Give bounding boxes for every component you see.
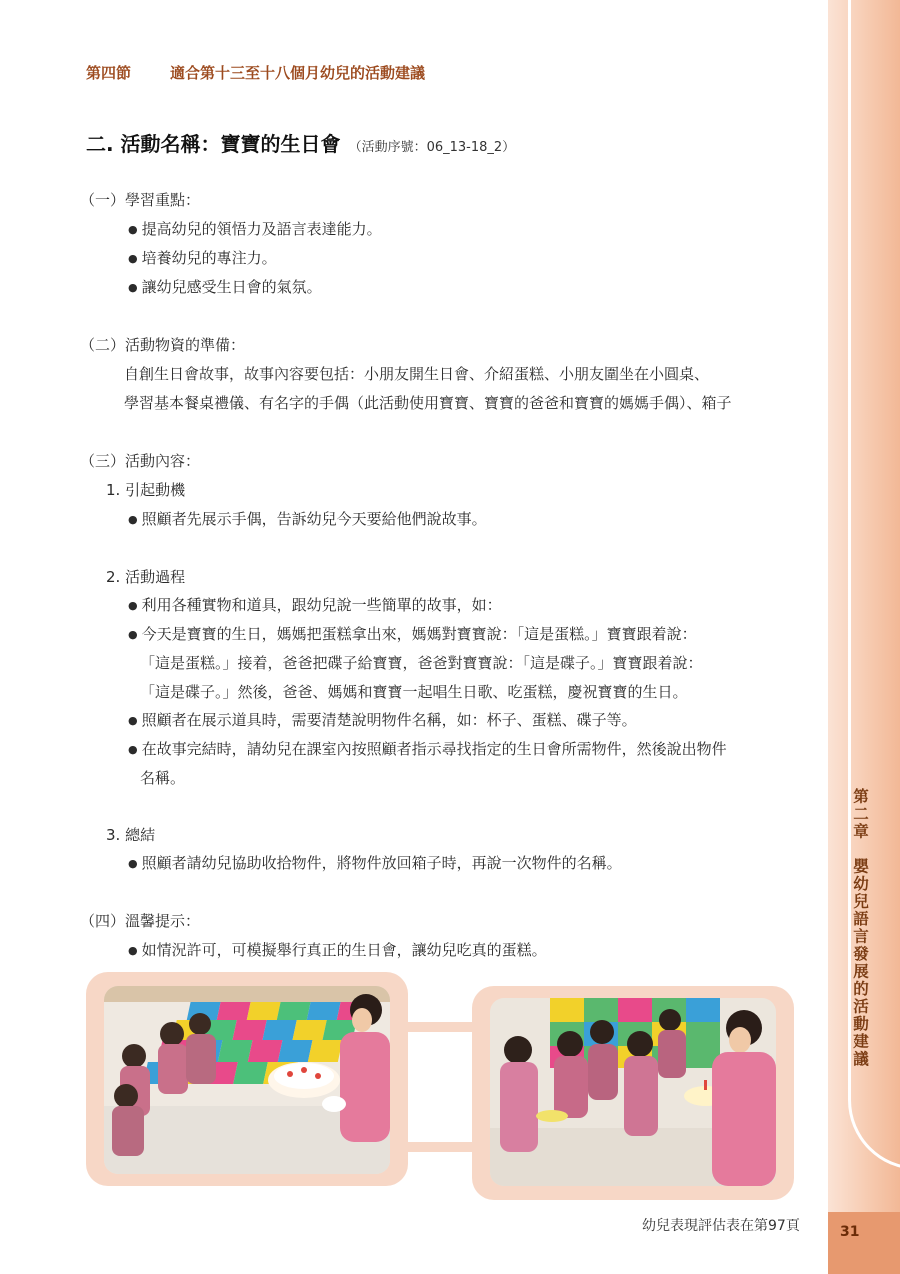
s3-part1-title: 1. 引起動機 [106,481,186,499]
activity-code: （活動序號：06_13-18_2） [348,140,516,155]
photo-left [104,986,390,1174]
page-number-box [828,1212,900,1274]
photo-right [490,998,776,1186]
activity-title [86,128,515,157]
section-header [86,62,425,83]
s3-part2-bullet-2-line-2: 「這是蛋糕。」接着，爸爸把碟子給寶寶，爸爸對寶寶說：「這是碟子。」寶寶跟着說： [140,654,703,672]
footer-note: 幼兒表現評估表在第97頁 [642,1218,800,1234]
s1-item-2: ● 培養幼兒的專注力。 [128,247,277,268]
s2-line-2: 學習基本餐桌禮儀、有名字的手偶（此活動使用寶寶、寶寶的爸爸和寶寶的媽媽手偶）、箱子 [124,394,732,412]
s4-heading: （四）溫馨提示： [80,912,201,930]
section-number: 第四節 [86,64,132,82]
photo-connector-bottom [404,1142,476,1152]
s3-part2-bullet-2-line-3: 「這是碟子。」然後，爸爸、媽媽和寶寶一起唱生日歌、吃蛋糕，慶祝寶寶的生日。 [140,683,688,701]
birthday-activity-photo-1 [104,986,390,1174]
photo-connector-top [404,1022,476,1032]
section-title: 適合第十三至十八個月幼兒的活動建議 [170,64,426,82]
s3-part2-bullet-1: ● 利用各種實物和道具，跟幼兒說一些簡單的故事，如： [128,594,502,615]
s3-part3-title: 3. 總結 [106,826,156,844]
s3-part2-title: 2. 活動過程 [106,568,186,586]
page-number: 31 [840,1224,860,1240]
s2-heading: （二）活動物資的準備： [80,336,246,354]
birthday-activity-photo-2 [490,998,776,1186]
s3-part2-bullet-4-line-2: 名稱。 [140,769,186,787]
s1-heading: （一）學習重點： [80,191,201,209]
s1-item-3: ● 讓幼兒感受生日會的氣氛。 [128,276,322,297]
s3-part3-item-1: ● 照顧者請幼兒協助收拾物件，將物件放回箱子時，再說一次物件的名稱。 [128,852,622,873]
s2-line-1: 自創生日會故事，故事內容要包括：小朋友開生日會、介紹蛋糕、小朋友圍坐在小圓桌、 [124,365,710,383]
s4-item-1: ● 如情況許可，可模擬舉行真正的生日會，讓幼兒吃真的蛋糕。 [128,939,547,960]
s3-heading: （三）活動內容： [80,452,201,470]
s1-item-1: ● 提高幼兒的領悟力及語言表達能力。 [128,218,382,239]
activity-name: 二. 活動名稱：寶寶的生日會 [86,132,341,156]
s3-part2-bullet-3: ● 照顧者在展示道具時，需要清楚說明物件名稱，如：杯子、蛋糕、碟子等。 [128,709,637,730]
chapter-side-title: 第二章 嬰幼兒語言發展的活動建議 [851,788,869,1068]
s3-part2-bullet-4: ● 在故事完結時，請幼兒在課室內按照顧者指示尋找指定的生日會所需物件，然後說出物件 [128,738,727,759]
s3-part1-item-1: ● 照顧者先展示手偶，告訴幼兒今天要給他們說故事。 [128,508,487,529]
s3-part2-bullet-2: ● 今天是寶寶的生日，媽媽把蛋糕拿出來，媽媽對寶寶說：「這是蛋糕。」寶寶跟着說： [128,623,697,644]
